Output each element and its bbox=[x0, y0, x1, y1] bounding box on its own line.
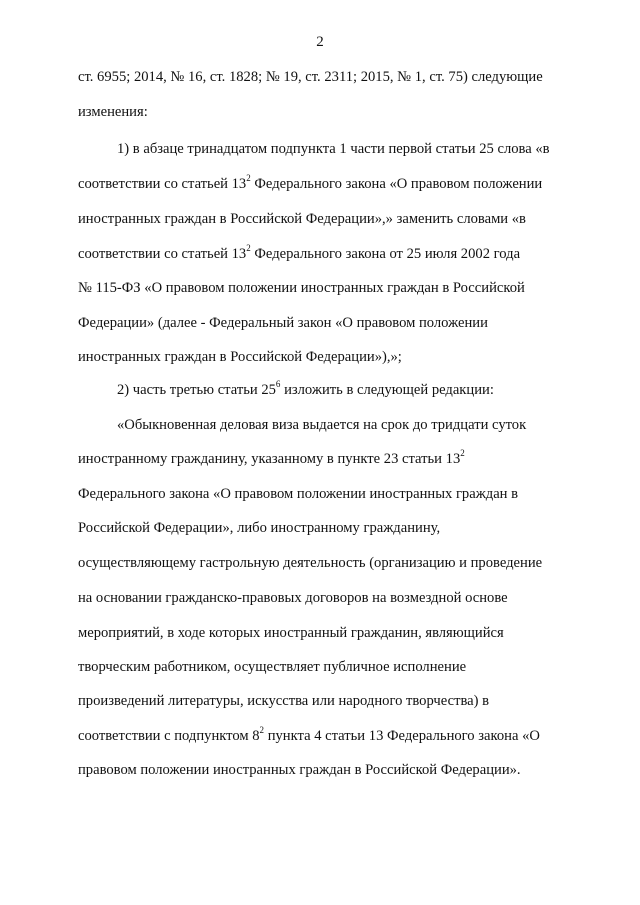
line-text: иностранных граждан в Российской Федерации»,» заменить словами «в bbox=[78, 211, 526, 227]
text-line bbox=[78, 450, 562, 468]
text-line bbox=[78, 175, 562, 193]
text-line bbox=[78, 658, 562, 676]
line-text: пункта 4 статьи 13 Федерального закона «О bbox=[267, 728, 540, 744]
superscript: 2 bbox=[259, 725, 265, 736]
line-text: Федерального закона «О правовом положении иностранных граждан в bbox=[78, 486, 519, 502]
text-line bbox=[117, 381, 562, 399]
text-line bbox=[78, 692, 562, 710]
line-text: ст. 6955; 2014, № 16, ст. 1828; № 19, ст. 2311; 2015, № 1, ст. 75) следующие bbox=[78, 69, 543, 85]
line-text: осуществляющему гастрольную деятельность (организацию и проведение bbox=[78, 555, 543, 571]
line-text: 1) в абзаце тринадцатом подпункта 1 части первой статьи 25 слова «в bbox=[117, 141, 550, 157]
superscript: 6 bbox=[275, 379, 281, 390]
text-line bbox=[117, 140, 562, 158]
text-line bbox=[78, 589, 562, 607]
text-line bbox=[78, 485, 562, 503]
line-text: № 115-ФЗ «О правовом положении иностранных граждан в Российской bbox=[78, 280, 525, 296]
superscript: 2 bbox=[246, 243, 251, 254]
line-text: на основании гражданско-правовых договоров на возмездной основе bbox=[78, 590, 508, 606]
text-line bbox=[78, 727, 562, 745]
line-text: 2) часть третью статьи 25 bbox=[117, 382, 276, 398]
text-line bbox=[78, 348, 562, 366]
text-line bbox=[78, 279, 562, 297]
line-text: соответствии со статьей 13 bbox=[78, 176, 247, 192]
line-text: Федерального закона от 25 июля 2002 года bbox=[254, 246, 521, 262]
text-line bbox=[78, 68, 562, 86]
line-text: правовом положении иностранных граждан в Российской Федерации». bbox=[78, 762, 521, 778]
line-text: изложить в следующей редакции: bbox=[284, 382, 494, 398]
line-text: мероприятий, в ходе которых иностранный гражданин, являющийся bbox=[78, 625, 504, 641]
text-line bbox=[78, 519, 562, 537]
line-text: «Обыкновенная деловая виза выдается на срок до тридцати суток bbox=[117, 417, 527, 433]
page-number: 2 bbox=[316, 34, 324, 50]
line-text: иностранных граждан в Российской Федерации»),»; bbox=[78, 349, 402, 365]
text-line bbox=[78, 624, 562, 642]
line-text: иностранному гражданину, указанному в пункте 23 статьи 13 bbox=[78, 451, 461, 467]
text-line bbox=[78, 210, 562, 228]
line-text: Федерального закона «О правовом положении bbox=[254, 176, 543, 192]
superscript: 2 bbox=[246, 173, 251, 184]
line-text: Российской Федерации», либо иностранному гражданину, bbox=[78, 520, 441, 536]
line-text: произведений литературы, искусства или народного творчества) в bbox=[78, 693, 490, 709]
text-line bbox=[78, 245, 562, 263]
line-text: соответствии с подпунктом 8 bbox=[78, 728, 260, 744]
text-line bbox=[78, 554, 562, 572]
line-text: Федерации» (далее - Федеральный закон «О правовом положении bbox=[78, 315, 488, 331]
text-line bbox=[117, 416, 562, 434]
line-text: изменения: bbox=[78, 104, 148, 120]
text-line bbox=[78, 314, 562, 332]
text-line bbox=[78, 761, 562, 779]
text-line bbox=[78, 103, 562, 121]
superscript: 2 bbox=[460, 448, 465, 459]
line-text: творческим работником, осуществляет публичное исполнение bbox=[78, 659, 467, 675]
line-text: соответствии со статьей 13 bbox=[78, 246, 247, 262]
